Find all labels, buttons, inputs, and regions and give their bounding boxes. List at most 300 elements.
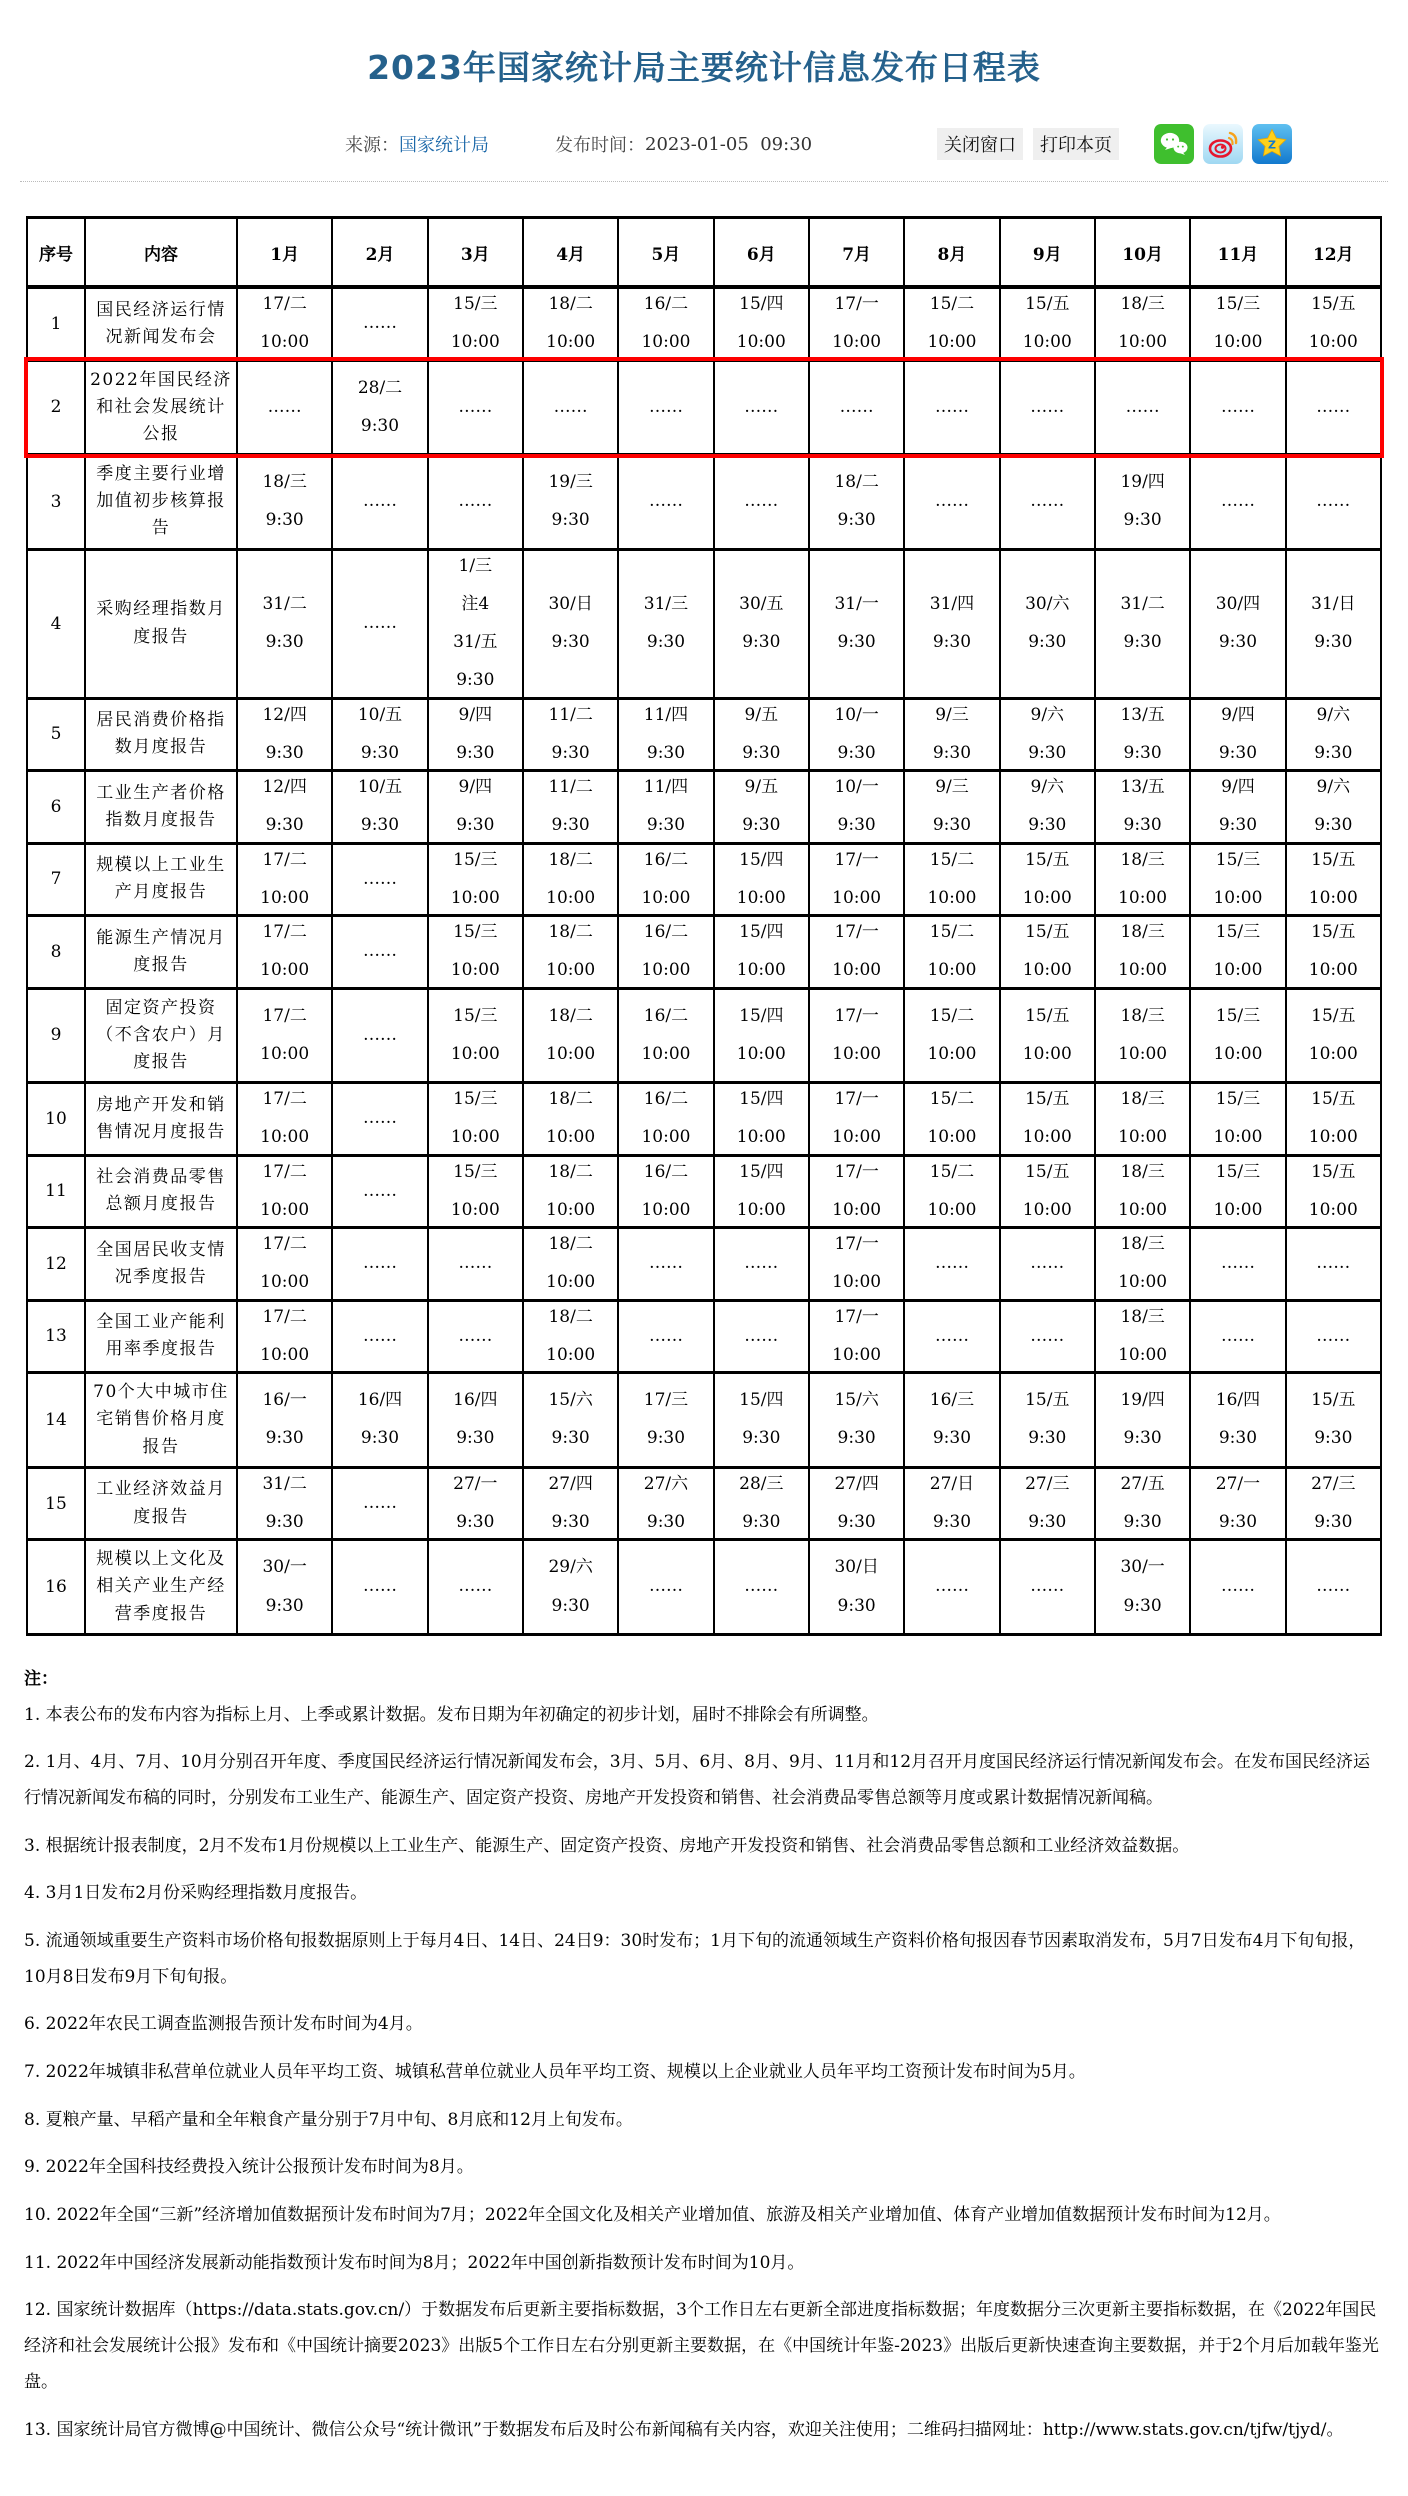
cell-line: …… — [1030, 396, 1065, 417]
schedule-cell-month-7 — [809, 1155, 904, 1228]
row-content-label: 房地产开发和销售情况月度报告 — [85, 1083, 237, 1156]
svg-text:Z: Z — [1268, 138, 1276, 152]
schedule-cell-month-4 — [523, 360, 618, 455]
cell-line: …… — [744, 1325, 779, 1346]
schedule-cell-month-11 — [1190, 1467, 1285, 1540]
cell-line: 9:30 — [932, 1428, 972, 1449]
cell-line: 27/四 — [548, 1473, 593, 1494]
cell-line: 10:00 — [736, 1127, 786, 1148]
cell-line: 10:00 — [641, 887, 691, 908]
cell-line: 9/六 — [1030, 704, 1065, 725]
schedule-cell-month-3 — [428, 1300, 523, 1373]
cell-line: 15/三 — [453, 1161, 498, 1182]
cell-line: 15/四 — [739, 1005, 784, 1026]
cell-line: 10:00 — [1308, 1043, 1358, 1064]
schedule-cell-month-8 — [904, 1540, 999, 1635]
column-header-9: 8月 — [904, 218, 999, 288]
schedule-cell-month-5 — [618, 1083, 713, 1156]
cell-line: 15/二 — [929, 1161, 975, 1182]
cell-line: 9:30 — [551, 1428, 590, 1449]
cell-line: …… — [458, 396, 493, 417]
schedule-cell-month-4 — [523, 455, 618, 550]
cell-line: 10:00 — [641, 332, 691, 353]
schedule-cell-month-9 — [1000, 1467, 1095, 1540]
cell-line: 9:30 — [265, 1512, 304, 1532]
schedule-cell-month-12 — [1286, 1540, 1381, 1635]
cell-line: 9:30 — [837, 1428, 876, 1449]
cell-line: …… — [458, 491, 493, 512]
schedule-cell-month-10 — [1095, 1228, 1190, 1301]
cell-line: 15/二 — [929, 1089, 975, 1110]
schedule-cell-month-2 — [332, 1228, 427, 1301]
notes-section — [24, 1662, 1384, 2448]
cell-line: 15/二 — [929, 294, 975, 314]
cell-line: …… — [1316, 1576, 1351, 1597]
cell-line: 9:30 — [932, 632, 972, 653]
schedule-cell-month-6 — [714, 1540, 809, 1635]
cell-line: 9:30 — [837, 510, 876, 531]
schedule-cell-month-4 — [523, 698, 618, 771]
schedule-cell-month-9 — [1000, 916, 1095, 989]
cell-line: 15/五 — [1025, 1005, 1070, 1026]
schedule-cell-month-6 — [714, 1300, 809, 1373]
cell-line: 10:00 — [1118, 1272, 1168, 1293]
cell-line: 13/五 — [1120, 777, 1165, 798]
schedule-cell-month-12 — [1286, 1467, 1381, 1540]
schedule-cell-month-4 — [523, 1155, 618, 1228]
cell-line: 17/二 — [262, 1005, 307, 1026]
schedule-table — [26, 216, 1382, 1636]
schedule-cell-month-5 — [618, 771, 713, 844]
cell-line: 18/三 — [1120, 1161, 1165, 1182]
cell-line: 10:00 — [546, 960, 596, 981]
schedule-cell-month-3 — [428, 549, 523, 698]
schedule-cell-month-3 — [428, 1155, 523, 1228]
cell-line: 10:00 — [832, 1043, 882, 1064]
cell-line: 15/五 — [1311, 1161, 1356, 1182]
schedule-cell-month-1 — [237, 455, 332, 550]
schedule-cell-month-11 — [1190, 988, 1285, 1083]
cell-line: 27/三 — [1311, 1473, 1356, 1494]
cell-line: 10:00 — [641, 960, 691, 981]
schedule-cell-month-12 — [1286, 549, 1381, 698]
schedule-cell-month-8 — [904, 698, 999, 771]
cell-line: …… — [744, 1253, 779, 1274]
schedule-cell-month-2 — [332, 843, 427, 916]
cell-line: 9/三 — [935, 777, 969, 798]
cell-line: …… — [648, 1325, 683, 1346]
cell-line: 9:30 — [456, 1428, 495, 1449]
info-actions — [927, 124, 1292, 164]
cell-line: 15/三 — [1215, 1005, 1261, 1026]
schedule-cell-month-10 — [1095, 1373, 1190, 1468]
cell-line: 15/五 — [1311, 849, 1356, 870]
column-header-7: 6月 — [714, 218, 809, 288]
row-content-label: 工业经济效益月度报告 — [85, 1467, 237, 1540]
cell-line: 10:00 — [1022, 887, 1072, 908]
cell-line: 15/五 — [1311, 1005, 1356, 1026]
schedule-cell-month-10 — [1095, 287, 1190, 360]
schedule-cell-month-10 — [1095, 1083, 1190, 1156]
note-item-5: 5. 流通领域重要生产资料市场价格旬报数据原则上于每月4日、14日、24日9：30时发布；1月下旬的流通领域生产资料价格旬报因春节因素取消发布，5月7日发布4月下旬旬报，10月8日发布9月下旬旬报。 — [24, 1930, 1366, 1987]
cell-line: 10:00 — [450, 1127, 500, 1148]
schedule-cell-month-9 — [1000, 698, 1095, 771]
source-link[interactable]: 国家统计局 — [399, 135, 489, 156]
cell-line: 9/五 — [744, 704, 779, 725]
schedule-cell-month-7 — [809, 698, 904, 771]
cell-line: 9:30 — [265, 815, 304, 836]
schedule-cell-month-11 — [1190, 1083, 1285, 1156]
schedule-cell-month-8 — [904, 287, 999, 360]
weibo-share-icon[interactable] — [1203, 124, 1243, 164]
schedule-cell-month-2 — [332, 771, 427, 844]
schedule-cell-month-12 — [1286, 843, 1381, 916]
cell-line: 17/一 — [834, 1234, 879, 1255]
cell-line: …… — [648, 491, 683, 512]
cell-line: 16/二 — [643, 849, 689, 870]
cell-line: …… — [648, 396, 683, 417]
cell-line: 9:30 — [551, 1595, 590, 1616]
cell-line: 10:00 — [260, 1199, 310, 1220]
schedule-cell-month-1 — [237, 843, 332, 916]
schedule-cell-month-11 — [1190, 287, 1285, 360]
cell-line: 27/日 — [929, 1473, 975, 1494]
schedule-cell-month-5 — [618, 455, 713, 550]
cell-line: 9:30 — [1028, 742, 1067, 763]
schedule-cell-month-7 — [809, 1228, 904, 1301]
schedule-cell-month-3 — [428, 287, 523, 360]
cell-line: 10:00 — [1308, 887, 1358, 908]
cell-line: 17/二 — [262, 294, 307, 314]
cell-line: 15/二 — [929, 1005, 975, 1026]
schedule-cell-month-7 — [809, 916, 904, 989]
header-divider — [20, 181, 1388, 182]
cell-line: 10:00 — [1022, 1043, 1072, 1064]
cell-line: 16/四 — [357, 1390, 403, 1411]
cell-line: 10:00 — [832, 887, 882, 908]
row-content-label: 季度主要行业增加值初步核算报告 — [85, 455, 237, 550]
schedule-cell-month-9 — [1000, 1083, 1095, 1156]
schedule-cell-month-8 — [904, 549, 999, 698]
cell-line: …… — [934, 491, 969, 512]
cell-line: …… — [1220, 396, 1255, 417]
cell-line: 15/四 — [739, 294, 784, 314]
cell-line: 18/二 — [834, 472, 879, 493]
print-page-button[interactable]: 打印本页 — [1033, 128, 1119, 160]
cell-line: …… — [362, 1253, 397, 1274]
cell-line: 15/三 — [453, 1089, 498, 1110]
schedule-cell-month-6 — [714, 1467, 809, 1540]
schedule-cell-month-4 — [523, 1228, 618, 1301]
row-content-label: 规模以上工业生产月度报告 — [85, 843, 237, 916]
cell-line: …… — [553, 396, 588, 417]
cell-line: 10:00 — [1022, 332, 1072, 353]
cell-line: 10:00 — [1118, 1344, 1168, 1365]
cell-line: 31/二 — [262, 1473, 307, 1494]
schedule-cell-month-9 — [1000, 1228, 1095, 1301]
schedule-cell-month-4 — [523, 1373, 618, 1468]
qzone-share-icon[interactable] — [1252, 124, 1292, 164]
schedule-cell-month-1 — [237, 988, 332, 1083]
cell-line: 9:30 — [456, 742, 495, 763]
column-header-2: 1月 — [237, 218, 332, 288]
schedule-cell-month-2 — [332, 549, 427, 698]
schedule-cell-month-11 — [1190, 1540, 1285, 1635]
schedule-cell-month-8 — [904, 771, 999, 844]
cell-line: 9:30 — [1028, 632, 1067, 653]
cell-line: 17/一 — [834, 922, 879, 943]
cell-line: 9/四 — [1221, 777, 1255, 798]
cell-line: …… — [1220, 1325, 1255, 1346]
schedule-cell-month-1 — [237, 916, 332, 989]
table-header-row — [27, 218, 1381, 288]
cell-line: 10:00 — [1118, 1043, 1168, 1064]
schedule-cell-month-8 — [904, 843, 999, 916]
cell-line: 27/四 — [834, 1473, 879, 1494]
schedule-cell-month-7 — [809, 1540, 904, 1635]
schedule-cell-month-7 — [809, 988, 904, 1083]
cell-line: 9:30 — [1218, 1512, 1258, 1532]
cell-line: 9:30 — [837, 632, 876, 653]
cell-line: 10:00 — [641, 1043, 691, 1064]
cell-line: 注4 — [461, 593, 490, 614]
cell-line: 16/二 — [643, 294, 689, 314]
cell-line: 15/五 — [1025, 922, 1070, 943]
cell-line: 10:00 — [450, 1043, 500, 1064]
row-content-label: 规模以上文化及相关产业生产经营季度报告 — [85, 1540, 237, 1635]
schedule-cell-month-8 — [904, 1083, 999, 1156]
cell-line: …… — [1220, 491, 1255, 512]
row-number: 8 — [27, 916, 85, 989]
schedule-cell-month-4 — [523, 549, 618, 698]
cell-line: 10:00 — [736, 332, 786, 353]
cell-line: 9/六 — [1316, 704, 1351, 725]
cell-line: 9:30 — [551, 1512, 590, 1532]
cell-line: 9:30 — [1314, 815, 1353, 836]
cell-line: 9:30 — [1314, 632, 1353, 653]
pubtime-label: 发布时间： — [555, 135, 645, 156]
schedule-cell-month-8 — [904, 988, 999, 1083]
cell-line: 9:30 — [1218, 1428, 1258, 1449]
cell-line: 29/六 — [548, 1557, 593, 1578]
cell-line: 19/四 — [1120, 472, 1165, 493]
schedule-cell-month-1 — [237, 360, 332, 455]
cell-line: 10:00 — [546, 1199, 596, 1220]
cell-line: 10:00 — [1308, 1127, 1358, 1148]
cell-line: …… — [1316, 1253, 1351, 1274]
cell-line: 10:00 — [832, 960, 882, 981]
cell-line: 16/三 — [929, 1390, 975, 1411]
cell-line: 9:30 — [1123, 1512, 1162, 1532]
cell-line: 10:00 — [260, 960, 310, 981]
cell-line: …… — [744, 1576, 779, 1597]
cell-line: 10:00 — [927, 1043, 977, 1064]
schedule-cell-month-2 — [332, 988, 427, 1083]
schedule-cell-month-12 — [1286, 1373, 1381, 1468]
cell-line: 15/三 — [453, 1005, 498, 1026]
cell-line: …… — [458, 1576, 493, 1597]
cell-line: 10/一 — [834, 704, 879, 725]
cell-line: 18/二 — [548, 849, 593, 870]
cell-line: 10:00 — [260, 887, 310, 908]
schedule-cell-month-2 — [332, 916, 427, 989]
cell-line: 10:00 — [927, 960, 977, 981]
cell-line: 9:30 — [1123, 742, 1162, 763]
cell-line: …… — [839, 396, 874, 417]
schedule-cell-month-4 — [523, 916, 618, 989]
schedule-cell-month-2 — [332, 1540, 427, 1635]
cell-line: 10/一 — [834, 777, 879, 798]
close-window-button[interactable]: 关闭窗口 — [937, 128, 1023, 160]
cell-line: 10:00 — [1308, 960, 1358, 981]
cell-line: …… — [934, 1253, 969, 1274]
cell-line: 10:00 — [641, 1127, 691, 1148]
schedule-cell-month-5 — [618, 1373, 713, 1468]
cell-line: 15/三 — [1215, 1161, 1261, 1182]
wechat-share-icon[interactable] — [1154, 124, 1194, 164]
schedule-cell-month-5 — [618, 1155, 713, 1228]
schedule-cell-month-7 — [809, 1373, 904, 1468]
table-row-12 — [27, 1228, 1381, 1301]
cell-line: …… — [1030, 1325, 1065, 1346]
schedule-cell-month-8 — [904, 360, 999, 455]
schedule-cell-month-6 — [714, 287, 809, 360]
schedule-cell-month-12 — [1286, 455, 1381, 550]
row-number: 6 — [27, 771, 85, 844]
schedule-cell-month-2 — [332, 1155, 427, 1228]
cell-line: 10:00 — [927, 332, 977, 353]
row-number: 10 — [27, 1083, 85, 1156]
cell-line: 28/二 — [357, 377, 403, 398]
cell-line: 10:00 — [260, 1344, 310, 1365]
cell-line: 9/四 — [458, 704, 493, 725]
note-item-3: 3. 根据统计报表制度，2月不发布1月份规模以上工业生产、能源生产、固定资产投资、房地产开发投资和销售、社会消费品零售总额和工业经济效益数据。 — [24, 1835, 1190, 1856]
schedule-cell-month-10 — [1095, 916, 1190, 989]
note-item-8: 8. 夏粮产量、早稻产量和全年粮食产量分别于7月中旬、8月底和12月上旬发布。 — [24, 2109, 633, 2130]
schedule-cell-month-6 — [714, 1155, 809, 1228]
schedule-cell-month-3 — [428, 1373, 523, 1468]
cell-line: …… — [458, 1253, 493, 1274]
cell-line: 10:00 — [1118, 1127, 1168, 1148]
cell-line: 31/日 — [1311, 593, 1356, 614]
schedule-cell-month-5 — [618, 287, 713, 360]
cell-line: 11/四 — [643, 777, 689, 798]
schedule-cell-month-1 — [237, 698, 332, 771]
schedule-cell-month-1 — [237, 1373, 332, 1468]
cell-line: 18/二 — [548, 1089, 593, 1110]
note-item-1: 1. 本表公布的发布内容为指标上月、上季或累计数据。发布日期为年初确定的初步计划，届时不排除会有所调整。 — [24, 1704, 879, 1725]
cell-line: 15/四 — [739, 1089, 784, 1110]
column-header-10: 9月 — [1000, 218, 1095, 288]
cell-line: 9:30 — [265, 510, 304, 531]
schedule-cell-month-9 — [1000, 988, 1095, 1083]
cell-line: 10:00 — [832, 1344, 882, 1365]
cell-line: 9:30 — [1028, 815, 1067, 836]
cell-line: 10/五 — [357, 704, 403, 725]
cell-line: 18/三 — [262, 472, 307, 493]
cell-line: 18/三 — [1120, 1234, 1165, 1255]
cell-line: 15/三 — [1215, 849, 1261, 870]
cell-line: 30/日 — [548, 593, 593, 614]
column-header-4: 3月 — [428, 218, 523, 288]
cell-line: 15/五 — [1025, 1161, 1070, 1182]
schedule-cell-month-5 — [618, 549, 713, 698]
note-item-11: 11. 2022年中国经济发展新动能指数预计发布时间为8月；2022年中国创新指数预计发布时间为10月。 — [24, 2252, 805, 2273]
row-number: 3 — [27, 455, 85, 550]
note-item-4: 4. 3月1日发布2月份采购经理指数月度报告。 — [24, 1883, 368, 1904]
cell-line: 12/四 — [262, 704, 307, 725]
schedule-cell-month-3 — [428, 455, 523, 550]
cell-line: 17/一 — [834, 1161, 879, 1182]
table-row-3 — [27, 455, 1381, 550]
schedule-cell-month-4 — [523, 1083, 618, 1156]
schedule-cell-month-10 — [1095, 455, 1190, 550]
table-row-13 — [27, 1300, 1381, 1373]
cell-line: 30/六 — [1025, 593, 1070, 614]
schedule-cell-month-6 — [714, 1228, 809, 1301]
cell-line: 11/二 — [548, 704, 593, 725]
cell-line: 16/二 — [643, 1005, 689, 1026]
schedule-cell-month-6 — [714, 698, 809, 771]
cell-line: …… — [648, 1253, 683, 1274]
cell-line: 9:30 — [837, 1595, 876, 1616]
schedule-cell-month-9 — [1000, 1373, 1095, 1468]
row-content-label: 2022年国民经济和社会发展统计公报 — [85, 360, 237, 455]
row-content-label: 70个大中城市住宅销售价格月度报告 — [85, 1373, 237, 1468]
cell-line: 9:30 — [360, 1428, 400, 1449]
cell-line: …… — [1030, 1253, 1065, 1274]
schedule-cell-month-2 — [332, 287, 427, 360]
cell-line: …… — [362, 1024, 397, 1045]
cell-line: 18/二 — [548, 922, 593, 943]
column-header-5: 4月 — [523, 218, 618, 288]
table-row-8 — [27, 916, 1381, 989]
schedule-cell-month-10 — [1095, 843, 1190, 916]
cell-line: 10:00 — [1308, 332, 1358, 353]
cell-line: 17/一 — [834, 1306, 879, 1327]
cell-line: 10:00 — [1118, 1199, 1168, 1220]
row-number: 2 — [27, 360, 85, 455]
schedule-cell-month-5 — [618, 1228, 713, 1301]
cell-line: 9:30 — [360, 415, 400, 436]
cell-line: 9:30 — [265, 632, 304, 653]
cell-line: 10:00 — [1022, 960, 1072, 981]
cell-line: 9/六 — [1316, 777, 1351, 798]
cell-line: …… — [934, 1325, 969, 1346]
row-number: 7 — [27, 843, 85, 916]
cell-line: 9:30 — [742, 1512, 781, 1532]
schedule-cell-month-11 — [1190, 698, 1285, 771]
cell-line: 9:30 — [1314, 1428, 1353, 1449]
cell-line: 1/三 — [458, 555, 493, 576]
schedule-cell-month-12 — [1286, 916, 1381, 989]
schedule-cell-month-6 — [714, 988, 809, 1083]
schedule-cell-month-3 — [428, 360, 523, 455]
table-row-2 — [27, 360, 1381, 455]
schedule-cell-month-3 — [428, 1540, 523, 1635]
cell-line: 16/二 — [643, 922, 689, 943]
cell-line: …… — [458, 1325, 493, 1346]
schedule-cell-month-9 — [1000, 1540, 1095, 1635]
schedule-cell-month-3 — [428, 916, 523, 989]
column-header-13: 12月 — [1286, 218, 1381, 288]
cell-line: 17/二 — [262, 1306, 307, 1327]
cell-line: …… — [362, 1492, 397, 1513]
cell-line: 9:30 — [551, 742, 590, 763]
cell-line: 9:30 — [1218, 815, 1258, 836]
cell-line: 10:00 — [1213, 1043, 1263, 1064]
cell-line: 10:00 — [260, 1043, 310, 1064]
